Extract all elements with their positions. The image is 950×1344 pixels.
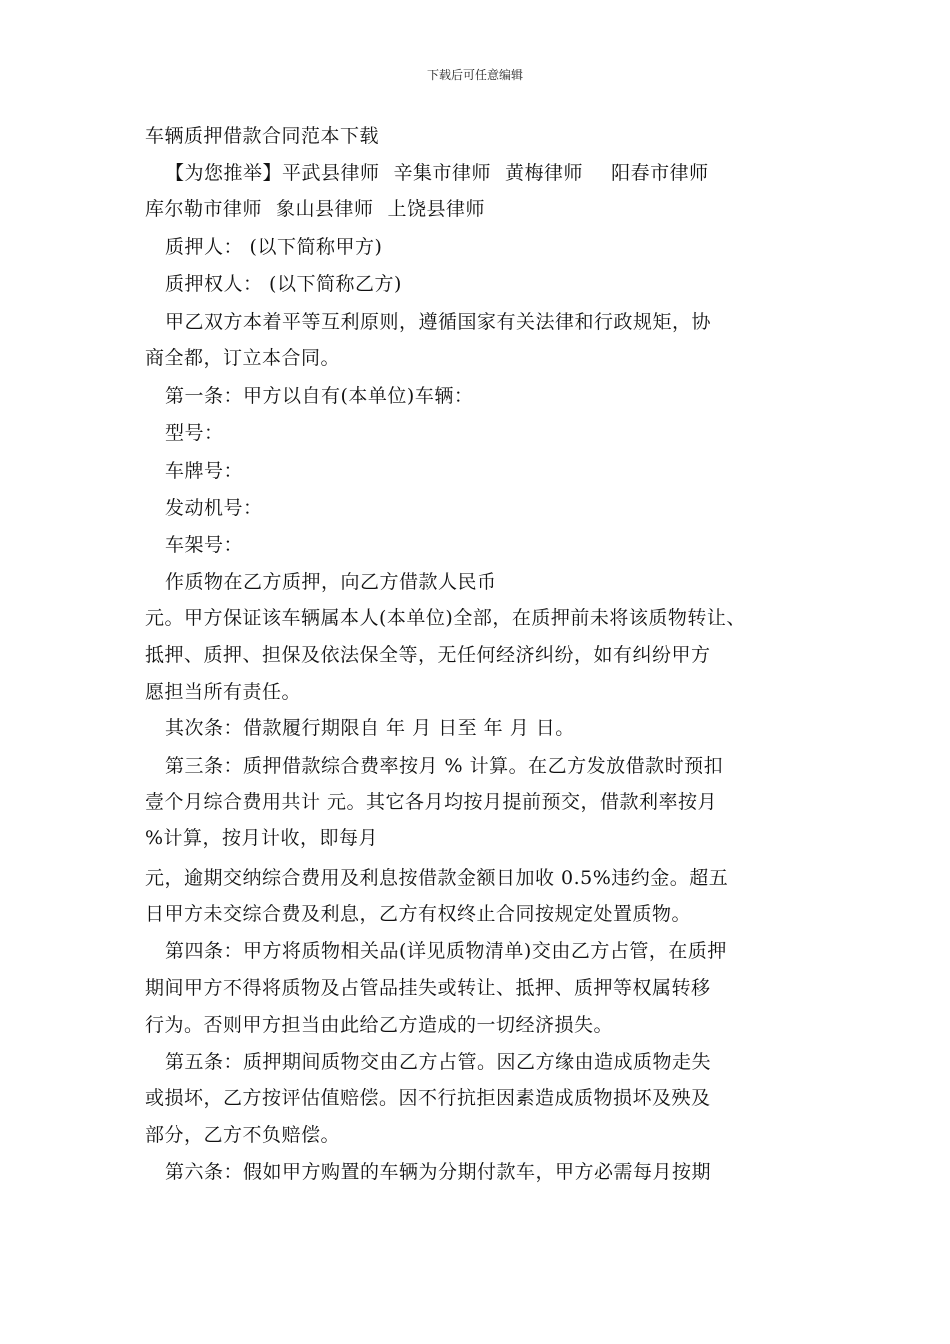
article-5-line: 第五条：质押期间质物交由乙方占管。因乙方缘由造成质物走失 <box>165 1051 712 1073</box>
recommend-line-1 <box>165 161 709 185</box>
lawyer-link[interactable]: 上饶县律师 <box>387 198 486 220</box>
lawyer-link[interactable]: 平武县律师 <box>282 162 380 184</box>
vehicle-field-frame: 车架号： <box>165 534 244 556</box>
lawyer-link[interactable]: 象山县律师 <box>276 198 374 220</box>
lawyer-link[interactable]: 黄梅律师 <box>505 162 584 184</box>
page-header: 下载后可任意编辑 <box>426 68 523 82</box>
article-4-line: 第四条：甲方将质物相关品(详见质物清单)交由乙方占管，在质押 <box>165 940 727 962</box>
vehicle-field-engine: 发动机号： <box>165 497 263 519</box>
article-1-line: 作质物在乙方质押，向乙方借款人民币 <box>165 571 497 593</box>
article-3-line: 第三条：质押借款综合费率按月 % 计算。在乙方发放借款时预扣 <box>165 755 724 777</box>
article-3-line: 壹个月综合费用共计 元。其它各月均按月提前预交，借款利率按月 <box>145 791 718 813</box>
article-1-line: 抵押、质押、担保及依法保全等，无任何经济纠纷，如有纠纷甲方 <box>145 644 711 666</box>
pledgee-line: 质押权人： (以下简称乙方) <box>165 273 402 295</box>
lawyer-link[interactable]: 辛集市律师 <box>393 162 492 184</box>
article-5-line: 部分，乙方不负赔偿。 <box>145 1124 341 1146</box>
article-4-line: 行为。否则甲方担当由此给乙方造成的一切经济损失。 <box>145 1014 614 1036</box>
article-3-line: 日甲方未交综合费及利息，乙方有权终止合同按规定处置质物。 <box>145 903 692 925</box>
lawyer-link[interactable]: 库尔勒市律师 <box>145 198 263 220</box>
article-6-line: 第六条：假如甲方购置的车辆为分期付款车，甲方必需每月按期 <box>165 1161 712 1183</box>
recommend-label: 【为您推举】 <box>165 162 283 184</box>
article-4-line: 期间甲方不得将质物及占管品挂失或转让、抵押、质押等权属转移 <box>145 977 711 999</box>
article-1-line: 元。甲方保证该车辆属本人(本单位)全部，在质押前未将该质物转让、 <box>145 607 746 629</box>
vehicle-field-plate: 车牌号： <box>165 460 244 482</box>
preamble-line: 甲乙双方本着平等互利原则，遵循国家有关法律和行政规矩，协 <box>165 311 712 333</box>
recommend-line-2 <box>145 197 485 221</box>
article-1-line: 愿担当所有责任。 <box>145 681 302 703</box>
pledgor-line: 质押人： (以下简称甲方) <box>165 236 383 258</box>
preamble-line: 商全都，订立本合同。 <box>145 347 341 369</box>
lawyer-link[interactable]: 阳春市律师 <box>611 162 709 184</box>
article-3-line: %计算，按月计收，即每月 <box>145 827 379 849</box>
document-title: 车辆质押借款合同范本下载 <box>145 125 380 147</box>
vehicle-field-model: 型号： <box>165 422 224 444</box>
article-3-line: 元，逾期交纳综合费用及利息按借款金额日加收 0.5%违约金。超五 <box>145 867 729 889</box>
article-5-line: 或损坏，乙方按评估值赔偿。因不行抗拒因素造成质物损坏及殃及 <box>145 1087 711 1109</box>
article-1-title: 第一条：甲方以自有(本单位)车辆： <box>165 385 474 407</box>
article-2: 其次条：借款履行期限自 年 月 日至 年 月 日。 <box>165 717 575 739</box>
